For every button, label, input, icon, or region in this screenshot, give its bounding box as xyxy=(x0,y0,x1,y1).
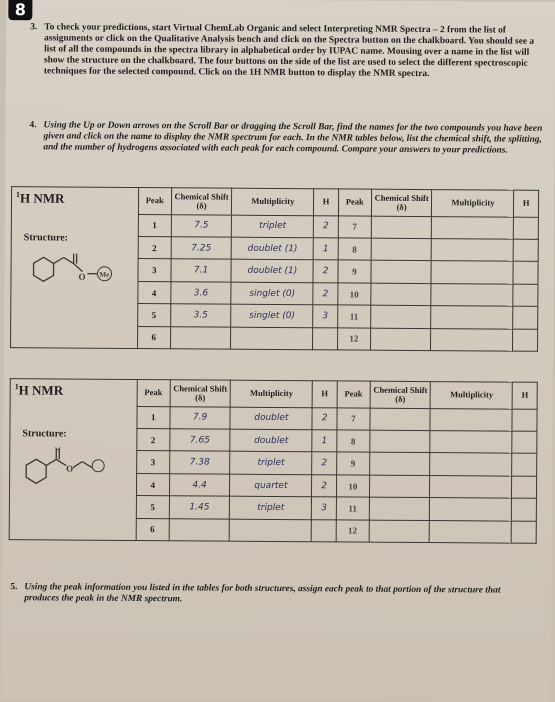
question-5 xyxy=(10,582,530,626)
h-count-cell[interactable] xyxy=(513,262,538,285)
shift-cell[interactable] xyxy=(370,408,431,431)
multiplicity-cell[interactable]: doublet xyxy=(230,429,312,452)
h-count-cell[interactable]: 2 xyxy=(314,215,339,238)
multiplicity-cell[interactable] xyxy=(431,261,513,284)
h-count-cell[interactable] xyxy=(512,521,537,544)
h-count-cell[interactable] xyxy=(311,519,336,542)
shift-cell[interactable] xyxy=(369,453,430,476)
h-count-cell[interactable] xyxy=(513,284,538,307)
col-h-2: H xyxy=(312,381,337,408)
h-count-cell[interactable] xyxy=(512,454,537,477)
question-3-text: To check your predictions, start Virtual ChemLab Organic and select Interpreting NMR Spectra – 2 from the list of assignments or click on the Qualitative Analysis bench and click on the Spectra button on the chalkboard. You should see a list of all the compounds in the spectra library in alphabetical order by IUPAC name. Mousing over a name in the list will show the structure on the chalkboard. The four buttons on the side of the list are used to select the different spectroscopic techniques for the selected compound. Click on the 1H NMR button to display the NMR spectra. xyxy=(44,22,544,80)
svg-text:O: O xyxy=(78,272,85,282)
table-1-title: $^1$H NMR xyxy=(16,190,65,203)
h-count-cell[interactable]: 2 xyxy=(312,452,337,475)
nmr-table-2 xyxy=(9,378,538,544)
table-1-structure-label: Structure: xyxy=(24,233,68,242)
h-count-cell[interactable]: 3 xyxy=(312,497,337,520)
shift-cell[interactable]: 7.1 xyxy=(171,259,232,282)
multiplicity-cell[interactable] xyxy=(432,216,514,239)
multiplicity-cell[interactable] xyxy=(430,431,512,454)
col-h-1b: H xyxy=(514,190,539,217)
shift-cell[interactable]: 7.38 xyxy=(169,451,230,474)
multiplicity-cell[interactable] xyxy=(431,283,513,306)
table-2-structure-label: Structure: xyxy=(22,429,66,438)
table-row: 6 12 xyxy=(9,517,536,543)
shift-cell[interactable] xyxy=(371,261,432,284)
structure-2-drawing xyxy=(18,447,123,490)
col-h-2b: H xyxy=(513,382,538,409)
multiplicity-cell[interactable] xyxy=(231,327,313,350)
multiplicity-cell[interactable]: singlet (0) xyxy=(231,304,313,327)
col-mult-2: Multiplicity xyxy=(230,380,312,407)
worksheet-page xyxy=(2,0,555,702)
col-shift-2b: Chemical Shift (δ) xyxy=(370,381,431,408)
multiplicity-cell[interactable] xyxy=(431,328,513,351)
shift-cell[interactable]: 1.45 xyxy=(169,496,230,519)
col-h-1: H xyxy=(314,189,339,216)
table-row: 2 7.65 doublet 1 8 xyxy=(10,428,537,454)
question-3-number: 3. xyxy=(30,22,37,33)
h-count-cell[interactable] xyxy=(512,476,537,499)
multiplicity-cell[interactable]: doublet xyxy=(230,407,312,430)
shift-cell[interactable]: 4.4 xyxy=(169,474,230,497)
question-4-text: Using the Up or Down arrows on the Scroll Bar or dragging the Scroll Bar, find the names for the two compounds you have been given and click on the name to display the NMR spectrum for each. In the NMR tables below, list the chemical shift, the splitting, and the number of hydrogens associated with each peak for each compound. Compare your answers to your predictions. xyxy=(43,120,543,156)
multiplicity-cell[interactable]: triplet xyxy=(230,496,312,519)
svg-text:O: O xyxy=(66,464,73,474)
col-shift-1: Chemical Shift (δ) xyxy=(171,188,232,215)
h-count-cell[interactable]: 2 xyxy=(312,407,337,430)
table-row: 1 7.9 doublet 2 7 xyxy=(10,405,537,431)
table-row: 5 3.5 singlet (0) 3 11 xyxy=(11,303,538,329)
col-peak-2: Peak xyxy=(137,380,170,407)
table-2-title: $^1$H NMR xyxy=(15,382,64,395)
col-mult-2b: Multiplicity xyxy=(431,382,513,409)
multiplicity-cell[interactable]: triplet xyxy=(232,215,314,238)
question-5-number: 5. xyxy=(10,582,17,593)
shift-cell[interactable] xyxy=(369,497,430,520)
shift-cell[interactable] xyxy=(370,328,431,351)
col-peak-1b: Peak xyxy=(338,189,371,216)
question-3 xyxy=(30,22,551,116)
h-count-cell[interactable] xyxy=(512,409,537,432)
h-count-cell[interactable] xyxy=(512,431,537,454)
h-count-cell[interactable]: 1 xyxy=(312,430,337,453)
table-row: 6 12 xyxy=(11,325,538,351)
h-count-cell[interactable] xyxy=(514,239,539,262)
shift-cell[interactable]: 7.9 xyxy=(170,406,231,429)
nmr-table-1 xyxy=(10,186,539,352)
shift-cell[interactable] xyxy=(370,305,431,328)
shift-cell[interactable] xyxy=(169,518,230,541)
table-row: 2 7.25 doublet (1) 1 8 xyxy=(11,236,538,262)
multiplicity-cell[interactable] xyxy=(430,453,512,476)
h-count-cell[interactable]: 2 xyxy=(312,475,337,498)
shift-cell[interactable]: 7.25 xyxy=(171,237,232,260)
h-count-cell[interactable]: 2 xyxy=(313,260,338,283)
shift-cell[interactable] xyxy=(369,520,430,543)
multiplicity-cell[interactable] xyxy=(430,520,512,543)
multiplicity-cell[interactable] xyxy=(431,306,513,329)
col-shift-2: Chemical Shift (δ) xyxy=(170,380,231,407)
multiplicity-cell[interactable]: quartet xyxy=(230,474,312,497)
h-count-cell[interactable]: 3 xyxy=(313,305,338,328)
compound-1-info xyxy=(11,187,139,349)
compound-2-info xyxy=(9,379,137,541)
multiplicity-cell[interactable]: triplet xyxy=(230,452,312,475)
table-row: 4 4.4 quartet 2 10 xyxy=(9,472,536,498)
table-row: 1 7.5 triplet 2 7 xyxy=(11,213,538,239)
structure-1-methyl-label: Me xyxy=(99,271,109,279)
multiplicity-cell[interactable] xyxy=(430,498,512,521)
multiplicity-cell[interactable]: doublet (1) xyxy=(231,237,313,260)
table-row: 3 7.1 doublet (1) 2 9 xyxy=(11,258,538,284)
shift-cell[interactable] xyxy=(370,430,431,453)
h-count-cell[interactable] xyxy=(514,217,539,240)
shift-cell[interactable] xyxy=(369,475,430,498)
question-4 xyxy=(29,120,549,184)
multiplicity-cell[interactable] xyxy=(430,408,512,431)
col-mult-1b: Multiplicity xyxy=(432,190,514,217)
shift-cell[interactable] xyxy=(170,326,231,349)
shift-cell[interactable]: 7.65 xyxy=(169,429,230,452)
table-row: 5 1.45 triplet 3 11 xyxy=(9,495,536,521)
multiplicity-cell[interactable] xyxy=(432,239,514,262)
multiplicity-cell[interactable] xyxy=(430,475,512,498)
shift-cell[interactable]: 3.5 xyxy=(170,304,231,327)
table-row: 3 7.38 triplet 2 9 xyxy=(10,450,537,476)
multiplicity-cell[interactable] xyxy=(230,519,312,542)
col-shift-1b: Chemical Shift (δ) xyxy=(371,189,432,216)
multiplicity-cell[interactable]: doublet (1) xyxy=(231,260,313,283)
h-count-cell[interactable]: 1 xyxy=(313,238,338,261)
shift-cell[interactable]: 7.5 xyxy=(171,214,232,237)
question-5-text: Using the peak information you listed in the tables for both structures, assign each peak to that portion of the structure that produces the peak in the NMR spectrum. xyxy=(24,582,524,607)
multiplicity-cell[interactable]: singlet (0) xyxy=(231,282,313,305)
shift-cell[interactable] xyxy=(371,283,432,306)
shift-cell[interactable]: 3.6 xyxy=(171,282,232,305)
h-count-cell[interactable]: 2 xyxy=(313,283,338,306)
table-row: 4 3.6 singlet (0) 2 10 xyxy=(11,280,538,306)
col-peak-2b: Peak xyxy=(337,381,370,408)
h-count-cell[interactable] xyxy=(513,329,538,352)
shift-cell[interactable] xyxy=(371,216,432,239)
shift-cell[interactable] xyxy=(371,238,432,261)
corner-badge: 8 xyxy=(8,0,32,20)
question-4-number: 4. xyxy=(30,120,37,131)
h-count-cell[interactable] xyxy=(512,498,537,521)
h-count-cell[interactable] xyxy=(313,327,338,350)
h-count-cell[interactable] xyxy=(513,306,538,329)
col-peak-1: Peak xyxy=(138,188,171,215)
col-mult-1: Multiplicity xyxy=(232,188,314,215)
structure-1-drawing xyxy=(19,253,124,294)
